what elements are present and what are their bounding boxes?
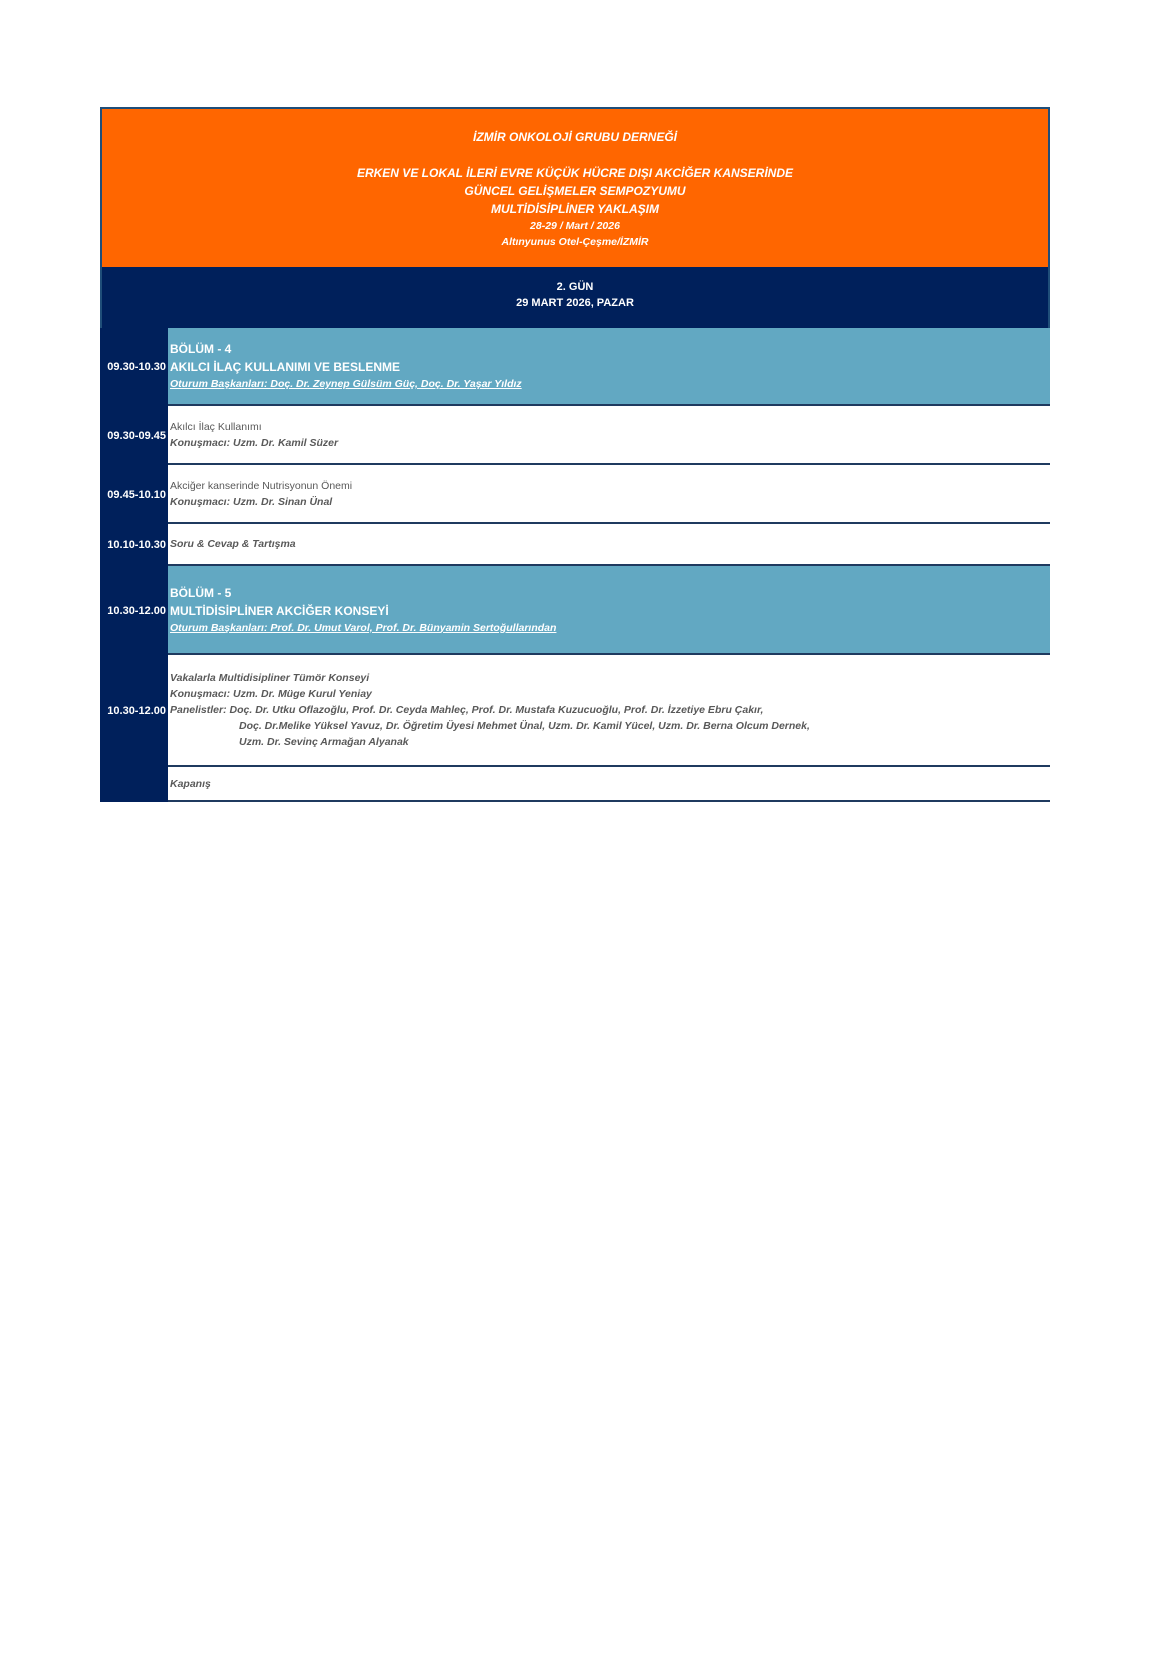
talk-title: Akılcı İlaç Kullanımı — [170, 420, 262, 433]
talk-content — [168, 406, 1050, 465]
program-sheet — [100, 107, 1050, 802]
session-chairs: Oturum Başkanları: Prof. Dr. Umut Varol, Prof. Dr. Bünyamin Sertoğullarından — [170, 621, 557, 634]
time-cell: 10.10-10.30 — [100, 524, 168, 566]
day-label: 2. GÜN — [556, 281, 594, 293]
closing-row — [100, 767, 1050, 802]
time-cell: 09.30-09.45 — [100, 406, 168, 465]
discussion-row — [100, 524, 1050, 566]
event-dates: 28-29 / Mart / 2026 — [530, 220, 620, 232]
talk-row — [100, 465, 1050, 524]
program-header — [100, 107, 1050, 267]
title-line-3: MULTİDİSİPLİNER YAKLAŞIM — [491, 202, 659, 216]
time-cell: 10.30-12.00 — [100, 566, 168, 655]
day-band — [100, 267, 1050, 328]
talk-content — [168, 465, 1050, 524]
event-venue: Altınyunus Otel-Çeşme/İZMİR — [501, 236, 649, 248]
section-title: MULTİDİSİPLİNER AKCİĞER KONSEYİ — [170, 603, 389, 618]
section-row — [100, 328, 1050, 406]
time-cell: 10.30-12.00 — [100, 655, 168, 767]
talk-content — [168, 655, 1050, 767]
talk-speaker: Konuşmacı: Uzm. Dr. Müge Kurul Yeniay — [170, 688, 372, 700]
panelists-line: Uzm. Dr. Sevinç Armağan Alyanak — [239, 736, 409, 748]
closing-content — [168, 767, 1050, 802]
section-number: BÖLÜM - 4 — [170, 342, 232, 356]
talk-title: Vakalarla Multidisipliner Tümör Konseyi — [170, 672, 370, 684]
section-content — [168, 566, 1050, 655]
day-date: 29 MART 2026, PAZAR — [516, 297, 634, 309]
section-content — [168, 328, 1050, 406]
section-title: AKILCI İLAÇ KULLANIMI VE BESLENME — [170, 360, 400, 374]
discussion-text: Soru & Cevap & Tartışma — [170, 538, 296, 550]
section-number: BÖLÜM - 5 — [170, 585, 232, 600]
panelists-line: Doç. Dr.Melike Yüksel Yavuz, Dr. Öğretim Üyesi Mehmet Ünal, Uzm. Dr. Kamil Yücel, Uzm. Dr. Berna Olcum Dernek, — [239, 720, 810, 732]
talk-row — [100, 655, 1050, 767]
symposium-title — [102, 164, 1048, 250]
time-cell: 09.45-10.10 — [100, 465, 168, 524]
closing-text: Kapanış — [170, 777, 211, 790]
time-cell: 09.30-10.30 — [100, 328, 168, 406]
talk-speaker: Konuşmacı: Uzm. Dr. Sinan Ünal — [170, 495, 333, 508]
discussion-content — [168, 524, 1050, 566]
panelists-line: Panelistler: Doç. Dr. Utku Oflazoğlu, Prof. Dr. Ceyda Mahleç, Prof. Dr. Mustafa Kuzucuoğlu, Prof. Dr. İzzetiye Ebru Çakır, — [170, 704, 764, 716]
talk-speaker: Konuşmacı: Uzm. Dr. Kamil Süzer — [170, 436, 339, 449]
talk-row — [100, 406, 1050, 465]
org-name: İZMİR ONKOLOJİ GRUBU DERNEĞİ — [472, 130, 677, 144]
session-chairs: Oturum Başkanları: Doç. Dr. Zeynep Gülsüm Güç, Doç. Dr. Yaşar Yıldız — [170, 378, 522, 390]
title-line-2: GÜNCEL GELİŞMELER SEMPOZYUMU — [464, 184, 686, 198]
time-cell — [100, 767, 168, 802]
talk-title: Akciğer kanserinde Nutrisyonun Önemi — [170, 479, 353, 492]
title-line-1: ERKEN VE LOKAL İLERİ EVRE KÜÇÜK HÜCRE DIŞI AKCİĞER KANSERİNDE — [356, 166, 794, 180]
section-row — [100, 566, 1050, 655]
